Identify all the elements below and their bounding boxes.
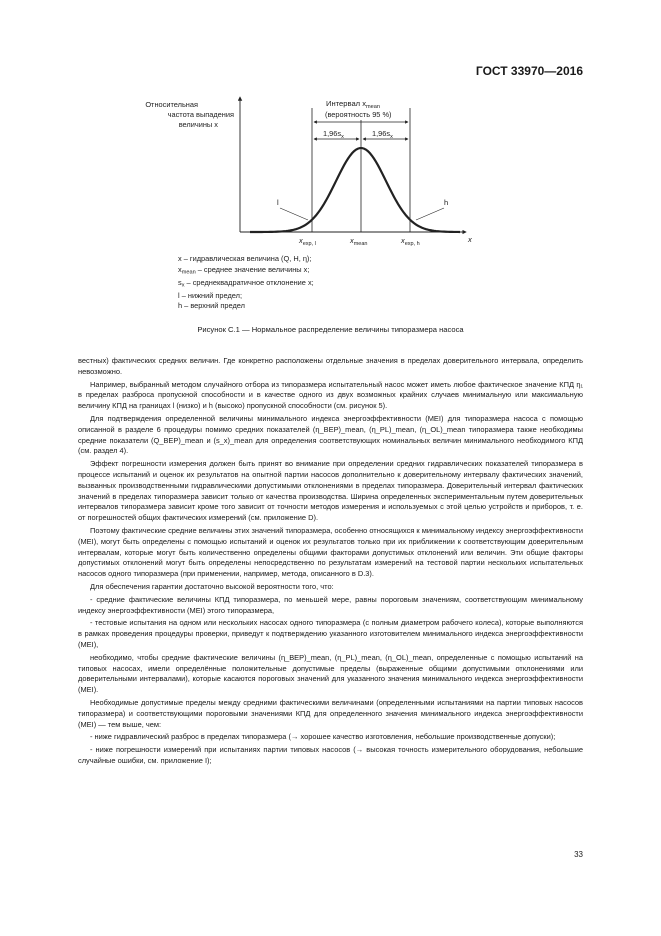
y-axis-label-line2: частота выпадения: [167, 110, 234, 119]
y-axis-label-line3: величины x: [178, 120, 218, 129]
marker-l-leader: [280, 208, 308, 220]
legend-line-4: l – нижний предел;: [178, 290, 243, 300]
paragraph: Эффект погрешности измерения должен быть принят во внимание при определении средних гидравлических показателей типоразмера в процессе испытаний и оценок их результатов на опытной партии насосов дополнительно к доверительному интервалу фактических значений, вызванных производственными гидравлическими допустимыми отклонениями в пределах типоразмера. Доверительный интервал фактических значений в пределах типоразмера зависит только от качества производства. Ширина определенных экспериментальным путем доверительных интервалов типоразмера зависит кроме того зависит от точности методов измерения и используемых с этой целью устройств и приборов, т. е. от погрешностей общих фактических измерений (см. приложение D).: [78, 459, 583, 523]
document-id: ГОСТ 33970—2016: [475, 64, 583, 78]
distribution-curve: [250, 148, 460, 232]
paragraph: необходимо, чтобы средние фактические величины (η_BEP)_mean, (η_PL)_mean, (η_OL)_mean, определенные с помощью испытаний на типовых насосах, имели определённые положительные допустимые пределы (выраженные общими допустимыми отклонениями или доверительными интервалами), которые касаются пороговых значений для указанного значения минимального индекса энергоэффективности (MEI).: [78, 652, 583, 695]
normal-distribution-figure: [130, 92, 490, 252]
tick-label-right: $x_{exp, h}$: [401, 236, 420, 247]
paragraph: Поэтому фактические средние величины этих значений типоразмера, особенно относящихся к минимальному индексу энергоэффективности (MEI), могут быть определены с помощью испытаний и оценок их результатов только при их приближении к соответствующим доверительным интервалам, которые могут быть количественно определены общими факторами допустимых отклонений или величин. Эти общие факторы допустимых отклонений могут быть определены непосредственно по результатам измерений на тестовой партии нескольких испытательных насосов одного типоразмера (при применении, например, метода, описанного в D.3).: [78, 525, 583, 579]
paragraph: Например, выбранный методом случайного отбора из типоразмера испытательный насос может иметь любое фактическое значение КПД η₁ в пределах разброса пропускной способности и в качестве одного из двух возможных крайних случаев минимальную или максимальную величину КПД на границах l (низко) и h (высоко) пропускной способности (см. рисунок 5).: [78, 379, 583, 411]
interval-title: Интервал $x_{mean}$: [326, 99, 381, 110]
list-item: - средние фактические величины КПД типоразмера, по меньшей мере, равны пороговым значениям, соответствующим минимальному индексу энергоэффективности (MEI) этого типоразмера,: [78, 594, 583, 615]
legend-line-5: h – верхний предел: [178, 301, 245, 311]
marker-l-label: l: [277, 198, 279, 207]
paragraph: Для обеспечения гарантии достаточно высокой вероятности того, что:: [90, 581, 334, 591]
tick-label-mid: $x_{mean}$: [350, 236, 368, 247]
right-span-label: $1,96s_x$: [372, 129, 393, 140]
x-axis-label: x: [468, 235, 472, 244]
figure-legend: [178, 254, 314, 312]
list-item: - ниже погрешности измерений при испытаниях партии типовых насосов (→ высокая точность измерительного оборудования, небольшие случайные ошибки, см. приложение I);: [78, 745, 583, 765]
legend-line-1: x – гидравлическая величина (Q, H, η);: [178, 254, 312, 263]
paragraph: Для подтверждения определенной величины минимального индекса энергоэффективности (MEI) для типоразмера насоса с помощью описанной в разделе 6 процедуры помимо средних показателей (η_BEP)_mean, (η_PL)_mean, (η_OL)_mean типоразмера также необходимы средние показатели (Q_BEP)_mean и (s_x)_mean для определения соответствующих номинальных величин минимального необходимого КПД (см. раздел 4).: [78, 413, 583, 456]
tick-label-left: $x_{exp, l}$: [299, 236, 316, 247]
figure-caption: Рисунок С.1 — Нормальное распределение величины типоразмера насоса: [197, 325, 464, 334]
paragraph: Необходимые допустимые пределы между средними фактическими величинами (определенными испытаниями на партии типовых насосов типоразмера) и соответствующими пороговыми значениями КПД для определенного значения минимального индекса энергоэффективности (MEI) — тем выше, чем:: [78, 697, 583, 729]
list-item: - ниже гидравлический разброс в пределах типоразмера (→ хорошее качество изготовления, небольшие производственные допуски);: [90, 732, 556, 742]
left-span-label: $1,96s_x$: [323, 129, 344, 140]
interval-probability: (вероятность 95 %): [325, 110, 392, 119]
legend-line-2: $x_{mean}$ – среднее значение величины x;: [178, 264, 310, 276]
page-number: 33: [574, 850, 583, 859]
body-text: [78, 356, 583, 769]
paragraph: вестных) фактических средних величин. Где конкретно расположены отдельные значения в пределах доверительного интервала, определить невозможно.: [78, 356, 583, 376]
legend-line-3: $s_x$ – среднеквадратичное отклонение x;: [178, 277, 314, 289]
marker-h-leader: [416, 208, 444, 220]
list-item: - тестовые испытания на одном или нескольких насосах одного типоразмера (с полным диаметром рабочего колеса), которые выполняются в рамках проведения процедуры проверки, приведут к подтверждению указанного изготовителем минимального индекса энергоэффективности (MEI),: [78, 618, 583, 649]
y-axis-label-line1: Относительная: [145, 100, 198, 109]
marker-h-label: h: [444, 198, 449, 207]
